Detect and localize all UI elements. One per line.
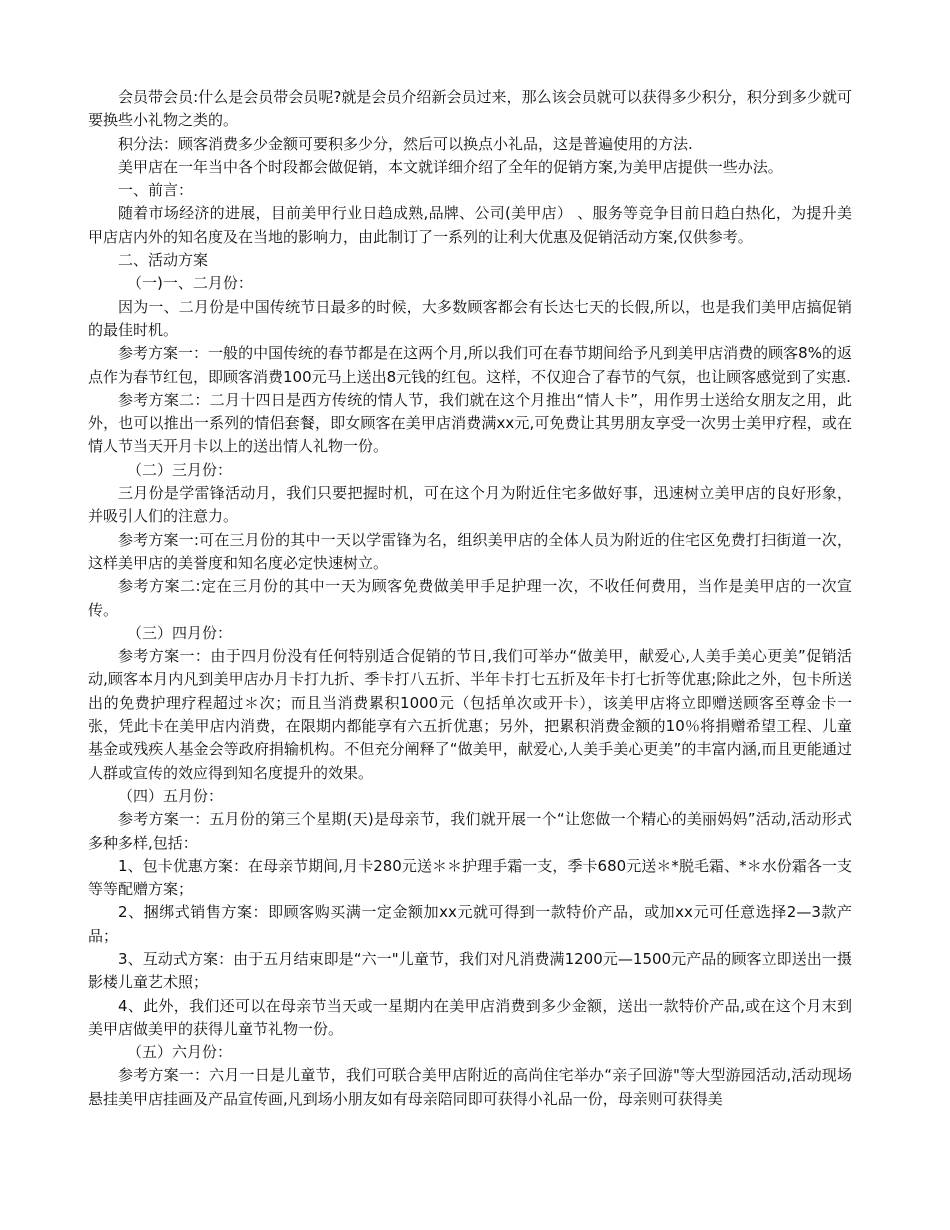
subsection-heading: （四）五月份： xyxy=(118,786,224,805)
paragraph: 参考方案一：五月份的第三个星期(天)是母亲节，我们就开展一个“让您做一个精心的美丽妈妈”活动,活动形式多种多样,包括： xyxy=(88,810,852,852)
paragraph: 随着市场经济的进展，目前美甲行业日趋成熟,品牌、公司(美甲店） 、服务等竞争目前日趋白热化，为提升美甲店店内外的知名度及在当地的影响力，由此制订了一系列的让利大优惠及促销活动方案,仅供参考。 xyxy=(88,204,852,246)
subsection-heading: （二）三月份： xyxy=(127,460,233,479)
paragraph: 参考方案二：二月十四日是西方传统的情人节，我们就在这个月推出“情人卡”，用作男士送给女朋友之用，此外，也可以推出一系列的情侣套餐，即女顾客在美甲店消费满xx元,可免费让其男朋友享受一次男士美甲疗程，或在情人节当天开月卡以上的送出情人礼物一份。 xyxy=(88,390,852,456)
paragraph: 三月份是学雷锋活动月，我们只要把握时机，可在这个月为附近住宅多做好事，迅速树立美甲店的良好形象，并吸引人们的注意力。 xyxy=(88,484,852,526)
paragraph: 参考方案一：由于四月份没有任何特别适合促销的节日,我们可举办“做美甲，献爱心,人美手美心更美”促销活动,顾客本月内凡到美甲店办月卡打九折、季卡打八五折、半年卡打七五折及年卡打七折等优惠;除此之外，包卡所送出的免费护理疗程超过＊次；而且当消费累积1000元（包括单次或开卡），该美甲店将立即赠送顾客至尊金卡一张，凭此卡在美甲店内消费，在限期内都能享有六五折优惠；另外，把累积消费金额的10％将捐赠希望工程、儿童基金或残疾人基金会等政府捐输机构。不但充分阐释了“做美甲，献爱心,人美手美心更美”的丰富内涵,而且更能通过人群或宣传的效应得到知名度提升的效果。 xyxy=(88,647,852,782)
list-item: 3、互动式方案：由于五月结束即是“六一"儿童节，我们对凡消费满1200元—1500元产品的顾客立即送出一摄影楼儿童艺术照； xyxy=(88,949,852,992)
subsection-heading: （三）四月份： xyxy=(127,623,233,642)
section-heading: 一、前言： xyxy=(118,181,194,200)
section-heading: 二、活动方案 xyxy=(118,251,209,270)
subsection-heading: （一)一、二月份： xyxy=(127,274,253,293)
paragraph: 因为一、二月份是中国传统节日最多的时候，大多数顾客都会有长达七天的长假,所以，也是我们美甲店搞促销的最佳时机。 xyxy=(88,297,852,339)
paragraph: 参考方案一：六月一日是儿童节，我们可联合美甲店附近的高尚住宅举办“亲子回游"等大型游园活动,活动现场悬挂美甲店挂画及产品宣传画,凡到场小朋友如有母亲陪同即可获得小礼品一份，母亲则可获得美 xyxy=(88,1066,852,1108)
list-item: 4、此外，我们还可以在母亲节当天或一星期内在美甲店消费到多少金额，送出一款特价产品,或在这个月末到美甲店做美甲的获得儿童节礼物一份。 xyxy=(88,996,852,1038)
list-item: 1、包卡优惠方案：在母亲节期间,月卡280元送＊＊护理手霜一支，季卡680元送＊*脱毛霜、*＊水份霜各一支等等配赠方案； xyxy=(88,856,852,899)
paragraph: 参考方案二:定在三月份的其中一天为顾客免费做美甲手足护理一次，不收任何费用，当作是美甲店的一次宣传。 xyxy=(88,577,852,619)
paragraph: 会员带会员:什么是会员带会员呢?就是会员介绍新会员过来，那么该会员就可以获得多少积分，积分到多少就可要换些小礼物之类的。 xyxy=(88,88,852,130)
paragraph: 参考方案一:可在三月份的其中一天以学雷锋为名，组织美甲店的全体人员为附近的住宅区免费打扫街道一次，这样美甲店的美誉度和知名度必定快速树立。 xyxy=(88,530,852,572)
list-item: 2、捆绑式销售方案：即顾客购买满一定金额加xx元就可得到一款特价产品，或加xx元可任意选择2—3款产品； xyxy=(88,903,852,945)
paragraph: 积分法：顾客消费多少金额可要积多少分，然后可以换点小礼品，这是普遍使用的方法. xyxy=(118,134,693,153)
paragraph: 参考方案一：一般的中国传统的春节都是在这两个月,所以我们可在春节期间给予凡到美甲店消费的顾客8%的返点作为春节红包，即顾客消费100元马上送出8元钱的红包。这样，不仅迎合了春节的气氛，也让顾客感觉到了实惠. xyxy=(88,344,852,386)
paragraph: 美甲店在一年当中各个时段都会做促销，本文就详细介绍了全年的促销方案,为美甲店提供一些办法。 xyxy=(118,157,783,176)
subsection-heading: （五）六月份： xyxy=(127,1043,233,1062)
